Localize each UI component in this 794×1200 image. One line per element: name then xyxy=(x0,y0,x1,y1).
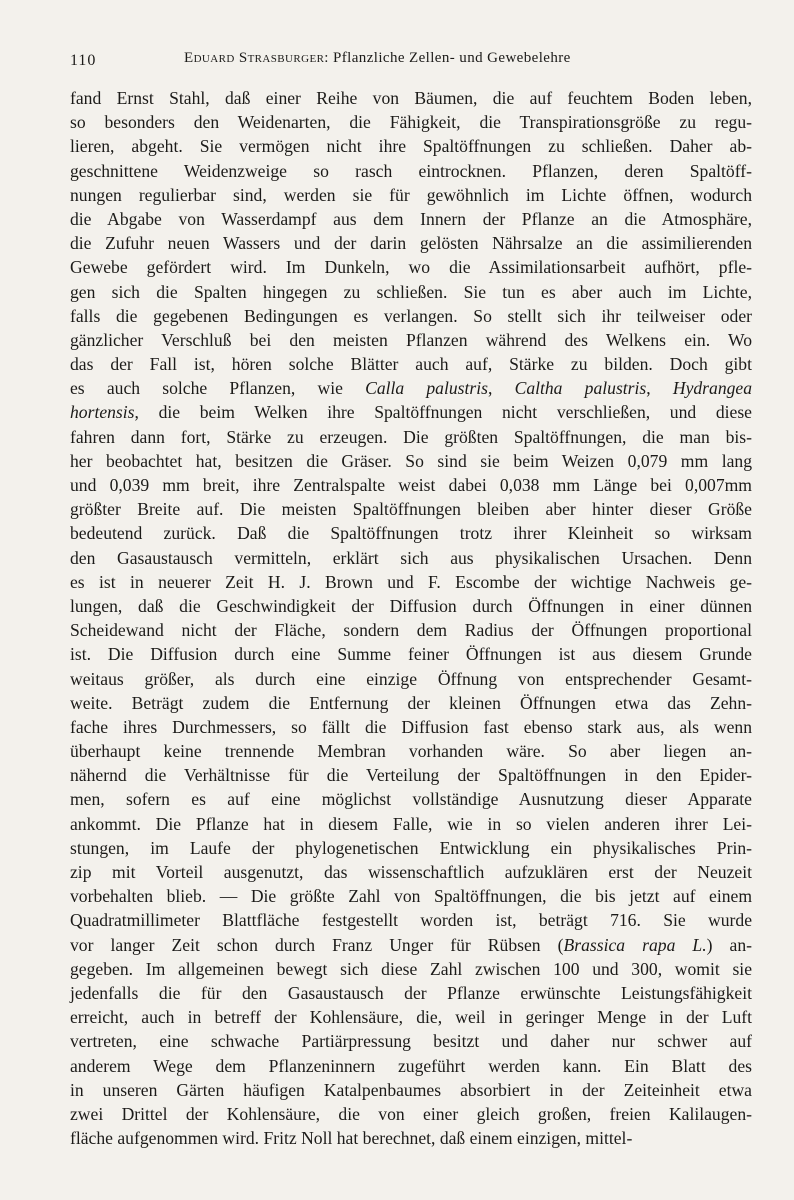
text-line: es auch solche Pflanzen, wie Calla palustris, Caltha palustris, Hydrangea xyxy=(70,378,753,399)
text-line: zip mit Vorteil ausgenutzt, das wissenschaftlich aufzuklären erst der Neuzeit xyxy=(70,862,752,882)
book-title: Pflanzliche Zellen- und Gewebelehre xyxy=(333,50,571,66)
text-line: nungen regulierbar sind, werden sie für gewöhnlich im Lichte öffnen, wodurch xyxy=(70,184,752,205)
text-line: größter Breite auf. Die meisten Spaltöffnungen bleiben aber hinter dieser Größe xyxy=(70,499,752,520)
text-line: lieren, abgeht. Sie vermögen nicht ihre Spaltöffnungen zu schließen. Daher ab- xyxy=(70,136,752,157)
text-line: Gewebe gefördert wird. Im Dunkeln, wo die Assimilationsarbeit aufhört, pfle- xyxy=(70,257,752,278)
text-line: überhaupt keine trennende Membran vorhanden wäre. So aber liegen an- xyxy=(70,741,752,762)
text-line: die Abgabe von Wasserdampf aus dem Innern der Pflanze an die Atmosphäre, xyxy=(70,208,752,229)
text-line: fahren dann fort, Stärke zu erzeugen. Die größten Spaltöffnungen, die man bis- xyxy=(70,426,752,447)
text-line: Scheidewand nicht der Fläche, sondern dem Radius der Öffnungen proportional xyxy=(70,620,752,641)
text-line: die Zufuhr neuen Wassers und der darin gelösten Nährsalze an die assimilierenden xyxy=(70,233,752,254)
text-line: weite. Beträgt zudem die Entfernung der kleinen Öffnungen etwa das Zehn- xyxy=(70,692,752,713)
text-line: den Gasaustausch vermitteln, erklärt sich aus physikalischen Ursachen. Denn xyxy=(70,547,752,568)
italic-term: Calla palustris xyxy=(365,378,488,399)
text-line: nähernd die Verhältnisse für die Verteilung der Spaltöffnungen in den Epider- xyxy=(70,765,752,786)
text-line: und 0,039 mm breit, ihre Zentralspalte weist dabei 0,038 mm Länge bei 0,007mm xyxy=(70,475,752,495)
running-head xyxy=(70,50,752,74)
text-line: fläche aufgenommen wird. Fritz Noll hat berechnet, daß einem einzigen, mittel- xyxy=(70,1128,633,1149)
body-text xyxy=(70,86,752,1150)
text-line: vertreten, eine schwache Partiärpressung besitzt und daher nur schwer auf xyxy=(70,1031,752,1052)
text-line: her beobachtet hat, besitzen die Gräser. So sind sie beim Weizen 0,079 mm lang xyxy=(70,450,752,471)
text-line: fand Ernst Stahl, daß einer Reihe von Bäumen, die auf feuchtem Boden leben, xyxy=(70,88,752,108)
text-line: vor langer Zeit schon durch Franz Unger für Rübsen (Brassica rapa L.) an- xyxy=(70,934,752,955)
author-name: Eduard Strasburger: xyxy=(184,50,329,66)
text-line: es ist in neuerer Zeit H. J. Brown und F. Escombe der wichtige Nachweis ge- xyxy=(70,571,752,592)
italic-term: Brassica rapa L. xyxy=(563,934,707,955)
text-line: gegeben. Im allgemeinen bewegt sich diese Zahl zwischen 100 und 300, womit sie xyxy=(70,958,752,979)
text-line: jedenfalls die für den Gasaustausch der Pflanze erwünschte Leistungsfähigkeit xyxy=(70,982,752,1003)
text-line: fache ihres Durchmessers, so fällt die Diffusion fast ebenso stark aus, als wenn xyxy=(70,716,752,737)
text-line: in unseren Gärten häufigen Katalpenbaumes absorbiert in der Zeiteinheit etwa xyxy=(70,1079,752,1100)
italic-term: Hydrangea xyxy=(672,378,753,399)
text-line: gen sich die Spalten hingegen zu schließen. Sie tun es aber auch im Lichte, xyxy=(70,281,752,302)
text-line: men, sofern es auf eine möglichst vollständige Ausnutzung dieser Apparate xyxy=(70,789,752,810)
text-line: hortensis, die beim Welken ihre Spaltöffnungen nicht verschließen, und diese xyxy=(70,402,752,423)
text-line: erreicht, auch in betreff der Kohlensäure, die, weil in geringer Menge in der Luft xyxy=(70,1007,752,1028)
text-line: stungen, im Laufe der phylogenetischen Entwicklung ein physikalisches Prin- xyxy=(70,837,752,858)
page-number: 110 xyxy=(70,52,97,69)
running-title xyxy=(184,50,571,67)
text-line: falls die gegebenen Bedingungen es verlangen. So stellt sich ihr teilweiser oder xyxy=(70,305,752,326)
text-line: zwei Drittel der Kohlensäure, die von einer gleich großen, freien Kalilaugen- xyxy=(70,1103,752,1124)
text-line: vorbehalten blieb. — Die größte Zahl von Spaltöffnungen, die bis jetzt auf einem xyxy=(70,886,752,907)
text-line: geschnittene Weidenzweige so rasch eintrocknen. Pflanzen, deren Spaltöff- xyxy=(70,160,752,181)
text-line: das der Fall ist, hören solche Blätter auch auf, Stärke zu bilden. Doch gibt xyxy=(70,354,752,375)
text-line: Quadratmillimeter Blattfläche festgestellt worden ist, beträgt 716. Sie wurde xyxy=(70,910,752,931)
text-line: weitaus größer, als durch eine einzige Öffnung von entsprechender Gesamt- xyxy=(70,668,752,689)
text-line: ist. Die Diffusion durch eine Summe feiner Öffnungen ist aus diesem Grunde xyxy=(70,644,752,665)
text-line: ankommt. Die Pflanze hat in diesem Falle, wie in so vielen anderen ihrer Lei- xyxy=(70,813,752,834)
text-line: gänzlicher Verschluß bei den meisten Pflanzen während des Welkens ein. Wo xyxy=(70,329,752,350)
text-line: bedeutend zurück. Daß die Spaltöffnungen trotz ihrer Kleinheit so wirksam xyxy=(70,523,752,544)
text-line: so besonders den Weidenarten, die Fähigkeit, die Transpirationsgröße zu regu- xyxy=(70,112,752,133)
text-line: anderem Wege dem Pflanzeninnern zugeführt werden kann. Ein Blatt des xyxy=(70,1055,752,1076)
italic-term: Caltha palustris xyxy=(514,378,647,399)
text-line: lungen, daß die Geschwindigkeit der Diffusion durch Öffnungen in einer dünnen xyxy=(70,595,752,616)
italic-term: hortensis xyxy=(70,402,135,423)
